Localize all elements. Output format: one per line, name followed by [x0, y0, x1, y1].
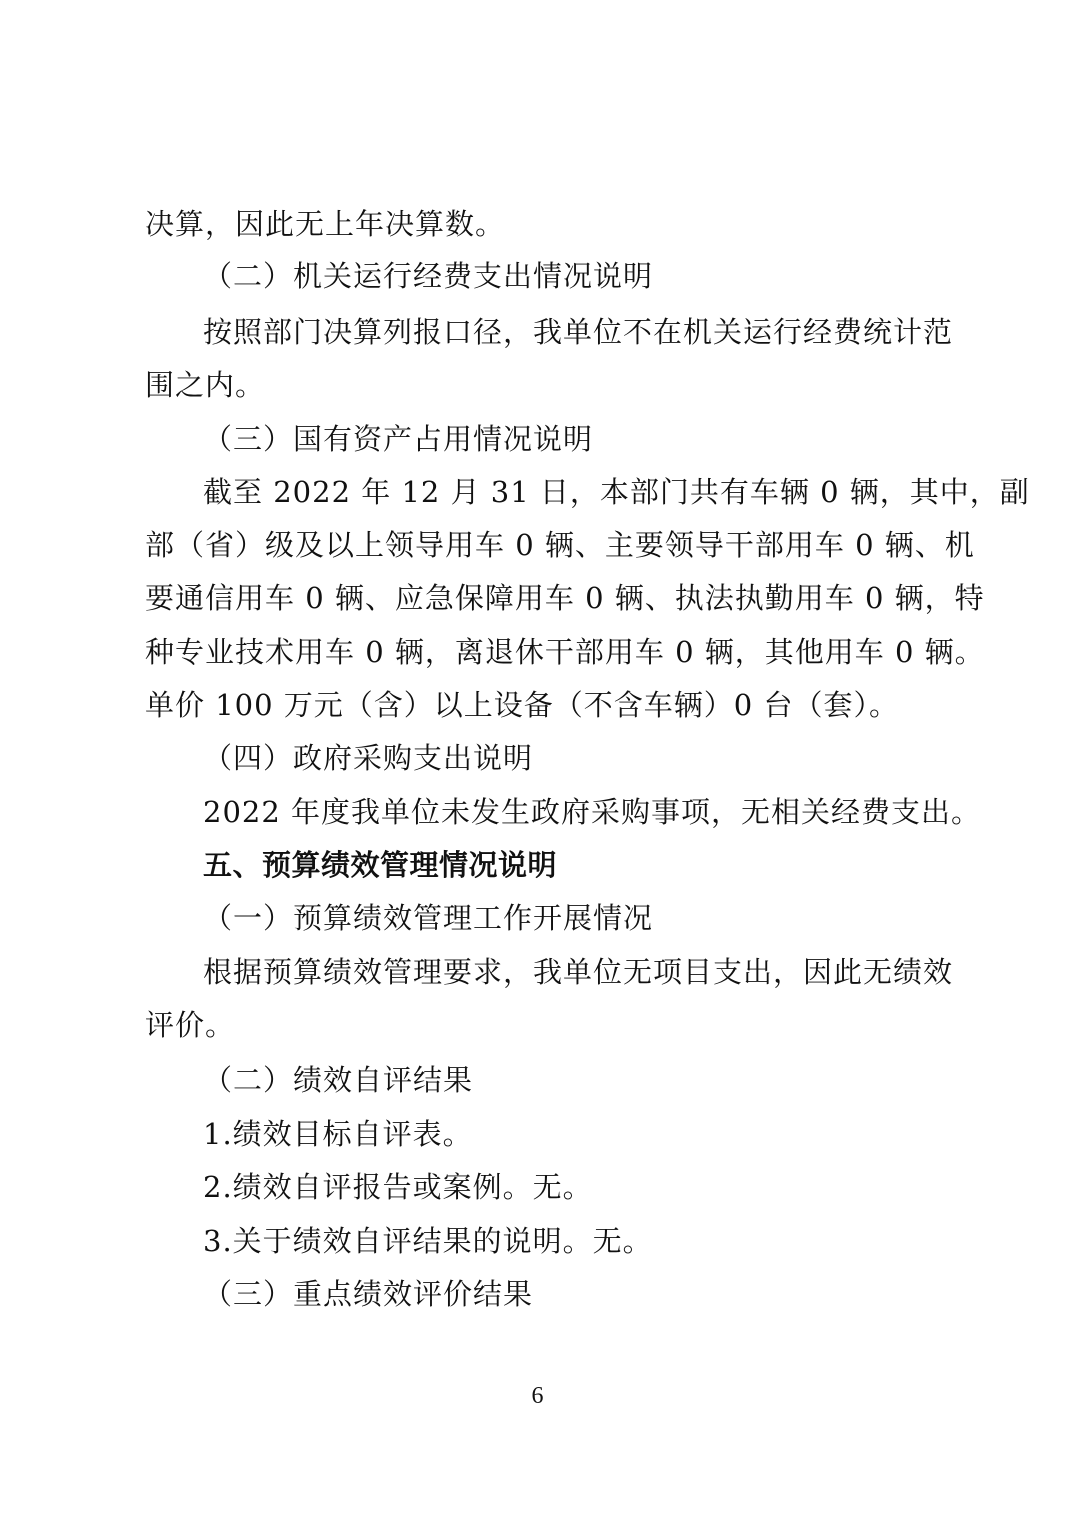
paragraph-line: 按照部门决算列报口径，我单位不在机关运行经费统计范	[203, 315, 954, 349]
paragraph-line: 评价。	[145, 1008, 236, 1042]
page-number: 6	[531, 1383, 544, 1409]
list-item: 1.绩效目标自评表。	[203, 1117, 473, 1151]
paragraph-line: 截至 2022 年 12 月 31 日，本部门共有车辆 0 辆，其中，副	[203, 475, 1030, 509]
subsection-title: （三）重点绩效评价结果	[203, 1277, 534, 1311]
paragraph-line: 种专业技术用车 0 辆，离退休干部用车 0 辆，其他用车 0 辆。	[145, 635, 985, 669]
paragraph-line: 单价 100 万元（含）以上设备（不含车辆）0 台（套）。	[145, 688, 899, 722]
list-item: 2.绩效自评报告或案例。无。	[203, 1170, 593, 1204]
subsection-title: （三）国有资产占用情况说明	[203, 422, 594, 456]
paragraph-line: 部（省）级及以上领导用车 0 辆、主要领导干部用车 0 辆、机	[145, 528, 975, 562]
subsection-title: （一）预算绩效管理工作开展情况	[203, 901, 654, 935]
paragraph-line: 围之内。	[145, 368, 266, 402]
section-heading: 五、预算绩效管理情况说明	[203, 848, 558, 882]
subsection-title: （二）绩效自评结果	[203, 1063, 474, 1097]
list-item: 3.关于绩效自评结果的说明。无。	[203, 1224, 653, 1258]
subsection-title: （二）机关运行经费支出情况说明	[203, 259, 654, 293]
paragraph-line: 2022 年度我单位未发生政府采购事项，无相关经费支出。	[203, 795, 982, 829]
paragraph-line: 根据预算绩效管理要求，我单位无项目支出，因此无绩效	[203, 955, 954, 989]
subsection-title: （四）政府采购支出说明	[203, 741, 534, 775]
paragraph-line: 决算，因此无上年决算数。	[145, 207, 506, 241]
paragraph-line: 要通信用车 0 辆、应急保障用车 0 辆、执法执勤用车 0 辆，特	[145, 581, 985, 615]
